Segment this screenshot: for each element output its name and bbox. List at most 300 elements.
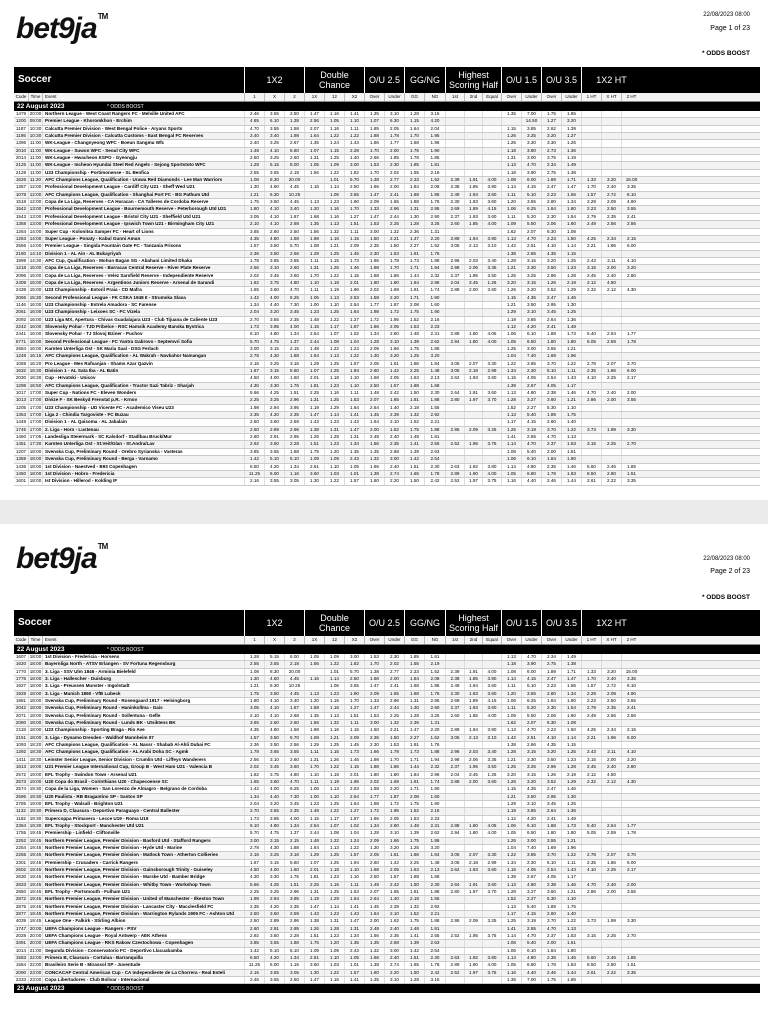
odds-cell[interactable]: 1.39 (404, 830, 424, 836)
odds-cell[interactable]: 10.25 (284, 192, 304, 198)
odds-cell[interactable]: 2.88 (445, 331, 464, 337)
odds-cell[interactable]: 3.60 (482, 214, 501, 220)
odds-cell[interactable]: 6.50 (521, 830, 541, 836)
odds-cell[interactable]: 3.75 (264, 280, 284, 286)
odds-cell[interactable]: 1.91 (404, 287, 424, 293)
odds-cell[interactable]: 4.00 (264, 375, 284, 381)
odds-cell[interactable]: 2.75 (541, 170, 561, 176)
odds-cell[interactable]: 1.80 (541, 339, 561, 345)
odds-cell[interactable]: 2.89 (264, 918, 284, 924)
odds-cell[interactable]: 1.16 (324, 236, 344, 242)
odds-cell[interactable]: 2.25 (601, 375, 621, 381)
odds-cell[interactable]: 1.85 (464, 184, 482, 190)
odds-cell[interactable]: 2.63 (424, 449, 445, 455)
odds-cell[interactable]: 1.70 (304, 764, 324, 770)
odds-cell[interactable]: 1.35 (344, 940, 364, 946)
odds-cell[interactable]: 1.33 (581, 177, 601, 183)
odds-cell[interactable]: 8.50 (581, 962, 601, 968)
odds-cell[interactable]: 1.14 (561, 243, 581, 249)
odds-cell[interactable]: 1.17 (324, 816, 344, 822)
odds-cell[interactable]: 2.40 (601, 764, 621, 770)
odds-cell[interactable]: 1.64 (364, 911, 384, 917)
odds-cell[interactable]: 1.71 (561, 177, 581, 183)
odds-cell[interactable]: 1.61 (384, 852, 404, 858)
odds-cell[interactable]: 2.36 (244, 742, 264, 748)
odds-cell[interactable]: 1.73 (404, 749, 424, 755)
odds-cell[interactable]: 2.40 (384, 434, 404, 440)
odds-cell[interactable]: 2.32 (424, 273, 445, 279)
odds-cell[interactable]: 1.28 (501, 749, 521, 755)
odds-cell[interactable]: 1.28 (324, 926, 344, 932)
odds-cell[interactable]: 3.40 (244, 133, 264, 139)
odds-cell[interactable]: 2.50 (364, 383, 384, 389)
odds-cell[interactable]: 1.35 (304, 221, 324, 227)
odds-cell[interactable]: 1.42 (244, 295, 264, 301)
odds-cell[interactable]: 1.71 (404, 786, 424, 792)
odds-cell[interactable]: 2.05 (384, 324, 404, 330)
odds-cell[interactable]: 2.04 (244, 801, 264, 807)
odds-cell[interactable]: 4.45 (284, 691, 304, 697)
odds-cell[interactable]: 2.30 (384, 162, 404, 168)
odds-cell[interactable]: 3.80 (482, 464, 501, 470)
odds-cell[interactable]: 5.60 (581, 464, 601, 470)
odds-cell[interactable]: 10.25 (284, 683, 304, 689)
odds-cell[interactable]: 1.87 (284, 705, 304, 711)
odds-cell[interactable]: 1.05 (501, 830, 521, 836)
odds-cell[interactable]: 1.78 (404, 155, 424, 161)
odds-cell[interactable]: 2.25 (304, 882, 324, 888)
odds-cell[interactable]: 1.86 (404, 852, 424, 858)
odds-cell[interactable]: 1.18 (501, 661, 521, 667)
odds-cell[interactable]: 5.40 (521, 904, 541, 910)
odds-cell[interactable]: 1.19 (501, 808, 521, 814)
odds-cell[interactable]: 3.00 (521, 346, 541, 352)
odds-cell[interactable]: 1.30 (304, 478, 324, 484)
odds-cell[interactable]: 2.20 (384, 295, 404, 301)
odds-cell[interactable]: 1.67 (244, 368, 264, 374)
odds-cell[interactable]: 4.00 (284, 324, 304, 330)
odds-cell[interactable]: 1.76 (284, 874, 304, 880)
odds-cell[interactable]: 2.86 (581, 397, 601, 403)
odds-cell[interactable]: 1.68 (364, 867, 384, 873)
odds-cell[interactable]: 2.77 (384, 177, 404, 183)
odds-cell[interactable]: 1.53 (364, 654, 384, 660)
odds-cell[interactable]: 2.07 (601, 852, 621, 858)
odds-cell[interactable]: 2.37 (541, 933, 561, 939)
event-row[interactable] (14, 948, 760, 955)
odds-cell[interactable]: 3.60 (482, 287, 501, 293)
odds-cell[interactable]: 2.19 (561, 772, 581, 778)
odds-cell[interactable]: 2.48 (364, 926, 384, 932)
odds-cell[interactable]: 1.19 (324, 779, 344, 785)
odds-cell[interactable]: 2.38 (541, 882, 561, 888)
odds-cell[interactable]: 1.81 (404, 889, 424, 895)
odds-cell[interactable]: 2.78 (244, 845, 264, 851)
odds-cell[interactable]: 1.47 (304, 977, 324, 983)
odds-cell[interactable]: 1.11 (344, 229, 364, 235)
odds-cell[interactable]: 3.70 (482, 397, 501, 403)
odds-cell[interactable]: 2.80 (621, 764, 641, 770)
odds-cell[interactable]: 1.35 (304, 140, 324, 146)
odds-cell[interactable]: 1.80 (561, 948, 581, 954)
event-row[interactable] (14, 441, 760, 448)
odds-cell[interactable]: 5.40 (581, 331, 601, 337)
odds-cell[interactable]: 1.15 (324, 258, 344, 264)
odds-cell[interactable]: 5.05 (581, 830, 601, 836)
odds-cell[interactable]: 1.64 (344, 801, 364, 807)
event-row[interactable] (14, 192, 760, 199)
odds-cell[interactable]: 2.95 (541, 302, 561, 308)
odds-cell[interactable]: 2.42 (384, 390, 404, 396)
odds-cell[interactable]: 1.31 (304, 757, 324, 763)
odds-cell[interactable]: 1.88 (404, 874, 424, 880)
odds-cell[interactable]: 2.78 (244, 353, 264, 359)
odds-cell[interactable]: 4.00 (264, 867, 284, 873)
odds-cell[interactable]: 3.70 (621, 361, 641, 367)
odds-cell[interactable]: 3.65 (344, 192, 364, 198)
odds-cell[interactable]: 2.41 (384, 192, 404, 198)
odds-cell[interactable]: 3.30 (621, 427, 641, 433)
odds-cell[interactable]: 1.71 (404, 757, 424, 763)
odds-cell[interactable]: 1.15 (304, 816, 324, 822)
odds-cell[interactable]: 1.11 (304, 287, 324, 293)
odds-cell[interactable]: 1.78 (621, 339, 641, 345)
odds-cell[interactable]: 2.23 (424, 816, 445, 822)
event-row[interactable] (14, 383, 760, 390)
odds-cell[interactable]: 3.35 (482, 265, 501, 271)
odds-cell[interactable]: 2.21 (581, 735, 601, 741)
odds-cell[interactable]: 2.03 (464, 258, 482, 264)
odds-cell[interactable]: 1.19 (561, 155, 581, 161)
odds-cell[interactable]: 1.73 (244, 816, 264, 822)
odds-cell[interactable]: 1.94 (464, 683, 482, 689)
odds-cell[interactable]: 3.50 (264, 742, 284, 748)
odds-cell[interactable]: 1.15 (304, 324, 324, 330)
odds-cell[interactable]: 2.96 (284, 918, 304, 924)
odds-cell[interactable]: 3.15 (521, 772, 541, 778)
odds-cell[interactable]: 1.53 (364, 221, 384, 227)
odds-cell[interactable]: 2.64 (601, 331, 621, 337)
odds-cell[interactable]: 1.25 (501, 346, 521, 352)
odds-cell[interactable]: 2.64 (445, 390, 464, 396)
odds-cell[interactable]: 1.25 (324, 801, 344, 807)
odds-cell[interactable]: 1.50 (404, 390, 424, 396)
odds-cell[interactable]: 2.18 (464, 860, 482, 866)
odds-cell[interactable]: 1.65 (244, 779, 264, 785)
odds-cell[interactable]: 5.15 (264, 654, 284, 660)
odds-cell[interactable]: 1.64 (304, 845, 324, 851)
odds-cell[interactable]: 3.65 (264, 749, 284, 755)
odds-cell[interactable]: 3.55 (264, 170, 284, 176)
event-row[interactable] (14, 933, 760, 940)
event-row[interactable] (14, 214, 760, 221)
odds-cell[interactable]: 2.15 (621, 727, 641, 733)
odds-cell[interactable]: 4.70 (521, 654, 541, 660)
odds-cell[interactable]: 1.47 (304, 904, 324, 910)
odds-cell[interactable]: 1.47 (561, 676, 581, 682)
odds-cell[interactable]: 1.78 (384, 133, 404, 139)
odds-cell[interactable]: 1.13 (324, 786, 344, 792)
odds-cell[interactable]: 2.62 (424, 339, 445, 345)
odds-cell[interactable]: 2.15 (284, 838, 304, 844)
odds-cell[interactable]: 1.70 (364, 170, 384, 176)
odds-cell[interactable]: 2.55 (244, 661, 264, 667)
odds-cell[interactable]: 2.80 (541, 691, 561, 697)
odds-cell[interactable]: 6.30 (541, 229, 561, 235)
odds-cell[interactable]: 4.20 (264, 464, 284, 470)
odds-cell[interactable]: 1.21 (324, 243, 344, 249)
odds-cell[interactable]: 1.10 (324, 302, 344, 308)
odds-cell[interactable]: 8.00 (284, 654, 304, 660)
odds-cell[interactable]: 1.16 (324, 390, 344, 396)
odds-cell[interactable]: 1.31 (404, 698, 424, 704)
odds-cell[interactable]: 5.66 (244, 390, 264, 396)
odds-cell[interactable]: 2.23 (541, 192, 561, 198)
odds-cell[interactable]: 1.57 (344, 478, 364, 484)
odds-cell[interactable]: 1.10 (324, 794, 344, 800)
odds-cell[interactable]: 2.10 (244, 713, 264, 719)
odds-cell[interactable]: 1.55 (404, 661, 424, 667)
event-row[interactable] (14, 882, 760, 889)
odds-cell[interactable]: 3.60 (264, 287, 284, 293)
odds-cell[interactable]: 3.20 (541, 133, 561, 139)
odds-cell[interactable]: 2.99 (482, 860, 501, 866)
odds-cell[interactable]: 1.96 (344, 779, 364, 785)
odds-cell[interactable]: 2.34 (601, 727, 621, 733)
odds-cell[interactable]: 1.95 (384, 808, 404, 814)
odds-cell[interactable]: 5.10 (541, 368, 561, 374)
odds-cell[interactable]: 1.97 (464, 889, 482, 895)
odds-cell[interactable]: 2.09 (344, 735, 364, 741)
odds-cell[interactable]: 1.87 (384, 794, 404, 800)
odds-cell[interactable]: 1.89 (541, 177, 561, 183)
odds-cell[interactable]: 4.10 (264, 698, 284, 704)
odds-cell[interactable]: 1.22 (324, 661, 344, 667)
odds-cell[interactable]: 1.05 (501, 339, 521, 345)
odds-cell[interactable]: 2.55 (424, 441, 445, 447)
odds-cell[interactable]: 2.39 (384, 412, 404, 418)
odds-cell[interactable]: 2.05 (384, 816, 404, 822)
odds-cell[interactable]: 1.75 (404, 838, 424, 844)
odds-cell[interactable]: 3.55 (264, 940, 284, 946)
odds-cell[interactable]: 3.85 (244, 940, 264, 946)
odds-cell[interactable]: 1.35 (501, 111, 521, 117)
odds-cell[interactable]: 5.10 (264, 456, 284, 462)
odds-cell[interactable]: 3.30 (521, 265, 541, 271)
odds-cell[interactable]: 1.84 (424, 361, 445, 367)
odds-cell[interactable]: 1.42 (501, 735, 521, 741)
odds-cell[interactable]: 2.19 (561, 280, 581, 286)
odds-cell[interactable]: 1.88 (404, 691, 424, 697)
odds-cell[interactable]: 1.89 (541, 412, 561, 418)
odds-cell[interactable]: 1.74 (424, 779, 445, 785)
odds-cell[interactable]: 1.52 (424, 735, 445, 741)
odds-cell[interactable]: 2.56 (621, 713, 641, 719)
odds-cell[interactable]: 2.94 (264, 405, 284, 411)
odds-cell[interactable]: 1.16 (324, 698, 344, 704)
event-row[interactable] (14, 346, 760, 353)
odds-cell[interactable]: 2.35 (364, 735, 384, 741)
odds-cell[interactable]: 4.05 (541, 874, 561, 880)
odds-cell[interactable]: 3.40 (264, 133, 284, 139)
odds-cell[interactable]: 2.50 (284, 720, 304, 726)
odds-cell[interactable]: 1.14 (324, 904, 344, 910)
odds-cell[interactable]: 3.50 (482, 273, 501, 279)
odds-cell[interactable]: 1.35 (364, 111, 384, 117)
odds-cell[interactable]: 2.61 (304, 464, 324, 470)
odds-cell[interactable]: 2.54 (344, 302, 364, 308)
odds-cell[interactable]: 1.53 (364, 162, 384, 168)
odds-cell[interactable]: 3.25 (521, 133, 541, 139)
odds-cell[interactable]: 2.25 (404, 860, 424, 866)
odds-cell[interactable]: 1.15 (561, 251, 581, 257)
odds-cell[interactable]: 1.11 (501, 683, 521, 689)
odds-cell[interactable]: 1.85 (384, 155, 404, 161)
odds-cell[interactable]: 1.20 (501, 691, 521, 697)
odds-cell[interactable]: 5.70 (244, 830, 264, 836)
odds-cell[interactable]: 1.61 (384, 361, 404, 367)
odds-cell[interactable]: 2.21 (384, 236, 404, 242)
odds-cell[interactable]: 2.40 (601, 390, 621, 396)
event-row[interactable] (14, 661, 760, 668)
odds-cell[interactable]: 1.65 (384, 889, 404, 895)
odds-cell[interactable]: 1.63 (404, 867, 424, 873)
odds-cell[interactable]: 4.80 (284, 772, 304, 778)
odds-cell[interactable]: 1.39 (501, 874, 521, 880)
odds-cell[interactable]: 1.68 (424, 874, 445, 880)
odds-cell[interactable]: 4.00 (482, 669, 501, 675)
odds-cell[interactable]: 6.00 (621, 735, 641, 741)
odds-cell[interactable]: 4.00 (264, 295, 284, 301)
odds-cell[interactable]: 2.41 (541, 324, 561, 330)
odds-cell[interactable]: 1.98 (244, 405, 264, 411)
odds-cell[interactable]: 1.88 (284, 449, 304, 455)
odds-cell[interactable]: 1.78 (384, 258, 404, 264)
odds-cell[interactable]: 1.38 (284, 118, 304, 124)
odds-cell[interactable]: 1.50 (561, 727, 581, 733)
event-row[interactable] (14, 251, 760, 258)
odds-cell[interactable]: 1.42 (244, 786, 264, 792)
odds-cell[interactable]: 2.11 (601, 749, 621, 755)
odds-cell[interactable]: 1.06 (501, 206, 521, 212)
odds-cell[interactable]: 1.31 (404, 206, 424, 212)
odds-cell[interactable]: 3.55 (521, 199, 541, 205)
odds-cell[interactable]: 1.64 (404, 126, 424, 132)
odds-cell[interactable]: 2.35 (581, 368, 601, 374)
event-row[interactable] (14, 324, 760, 331)
odds-cell[interactable]: 1.78 (244, 258, 264, 264)
event-row[interactable] (14, 331, 760, 338)
odds-cell[interactable]: 3.05 (445, 852, 464, 858)
odds-cell[interactable]: 2.13 (424, 375, 445, 381)
odds-cell[interactable]: 1.87 (384, 302, 404, 308)
event-row[interactable] (14, 368, 760, 375)
odds-cell[interactable]: 3.05 (244, 214, 264, 220)
odds-cell[interactable]: 1.77 (621, 823, 641, 829)
odds-cell[interactable]: 1.01 (324, 669, 344, 675)
odds-cell[interactable]: 2.00 (601, 397, 621, 403)
odds-cell[interactable]: 1.84 (541, 698, 561, 704)
odds-cell[interactable]: 1.21 (561, 346, 581, 352)
odds-cell[interactable]: 1.64 (304, 133, 324, 139)
odds-cell[interactable]: 3.30 (541, 140, 561, 146)
odds-cell[interactable]: 3.25 (264, 155, 284, 161)
odds-cell[interactable]: 5.10 (264, 948, 284, 954)
odds-cell[interactable]: 2.56 (601, 221, 621, 227)
odds-cell[interactable]: 1.70 (304, 273, 324, 279)
odds-cell[interactable]: 3.60 (482, 882, 501, 888)
odds-cell[interactable]: 1.96 (424, 140, 445, 146)
odds-cell[interactable]: 1.95 (424, 133, 445, 139)
odds-cell[interactable]: 1.34 (501, 368, 521, 374)
odds-cell[interactable]: 1.05 (344, 464, 364, 470)
odds-cell[interactable]: 1.57 (344, 970, 364, 976)
odds-cell[interactable]: 1.12 (501, 324, 521, 330)
odds-cell[interactable]: 5.40 (521, 449, 541, 455)
odds-cell[interactable]: 1.50 (404, 882, 424, 888)
odds-cell[interactable]: 2.31 (424, 331, 445, 337)
odds-cell[interactable]: 1.84 (404, 772, 424, 778)
odds-cell[interactable]: 1.98 (244, 896, 264, 902)
odds-cell[interactable]: 1.48 (404, 823, 424, 829)
odds-cell[interactable]: 1.94 (464, 192, 482, 198)
odds-cell[interactable]: 1.80 (541, 830, 561, 836)
event-row[interactable] (14, 456, 760, 463)
odds-cell[interactable]: 1.38 (364, 962, 384, 968)
odds-cell[interactable]: 1.88 (364, 133, 384, 139)
odds-cell[interactable]: 4.10 (264, 705, 284, 711)
odds-cell[interactable]: 4.00 (482, 221, 501, 227)
odds-cell[interactable]: 3.20 (264, 801, 284, 807)
odds-cell[interactable]: 1.10 (344, 874, 364, 880)
odds-cell[interactable]: 2.54 (344, 794, 364, 800)
odds-cell[interactable]: 1.18 (324, 772, 344, 778)
odds-cell[interactable]: 1.52 (424, 669, 445, 675)
odds-cell[interactable]: 1.80 (464, 830, 482, 836)
odds-cell[interactable]: 1.08 (561, 720, 581, 726)
odds-cell[interactable]: 1.39 (404, 339, 424, 345)
odds-cell[interactable]: 3.20 (601, 177, 621, 183)
odds-cell[interactable]: 2.47 (541, 786, 561, 792)
odds-cell[interactable]: 3.70 (482, 889, 501, 895)
odds-cell[interactable]: 2.08 (404, 302, 424, 308)
odds-cell[interactable]: 2.49 (445, 192, 464, 198)
odds-cell[interactable]: 3.05 (284, 478, 304, 484)
odds-cell[interactable]: 1.15 (501, 786, 521, 792)
odds-cell[interactable]: 2.38 (541, 390, 561, 396)
odds-cell[interactable]: 1.10 (344, 867, 364, 873)
odds-cell[interactable]: 1.72 (384, 801, 404, 807)
odds-cell[interactable]: 3.95 (264, 816, 284, 822)
odds-cell[interactable]: 1.34 (244, 794, 264, 800)
odds-cell[interactable]: 1.17 (561, 874, 581, 880)
odds-cell[interactable]: 1.20 (324, 940, 344, 946)
odds-cell[interactable]: 3.60 (284, 273, 304, 279)
odds-cell[interactable]: 1.85 (404, 162, 424, 168)
odds-cell[interactable]: 2.50 (364, 874, 384, 880)
odds-cell[interactable]: 1.23 (324, 933, 344, 939)
odds-cell[interactable]: 2.00 (364, 427, 384, 433)
odds-cell[interactable]: 1.30 (364, 845, 384, 851)
odds-cell[interactable]: 2.91 (264, 434, 284, 440)
odds-cell[interactable]: 3.00 (244, 838, 264, 844)
odds-cell[interactable]: 1.51 (404, 955, 424, 961)
odds-cell[interactable]: 1.48 (561, 324, 581, 330)
odds-cell[interactable]: 1.90 (424, 295, 445, 301)
event-row[interactable] (14, 713, 760, 720)
odds-cell[interactable]: 2.80 (384, 823, 404, 829)
odds-cell[interactable]: 1.89 (541, 904, 561, 910)
